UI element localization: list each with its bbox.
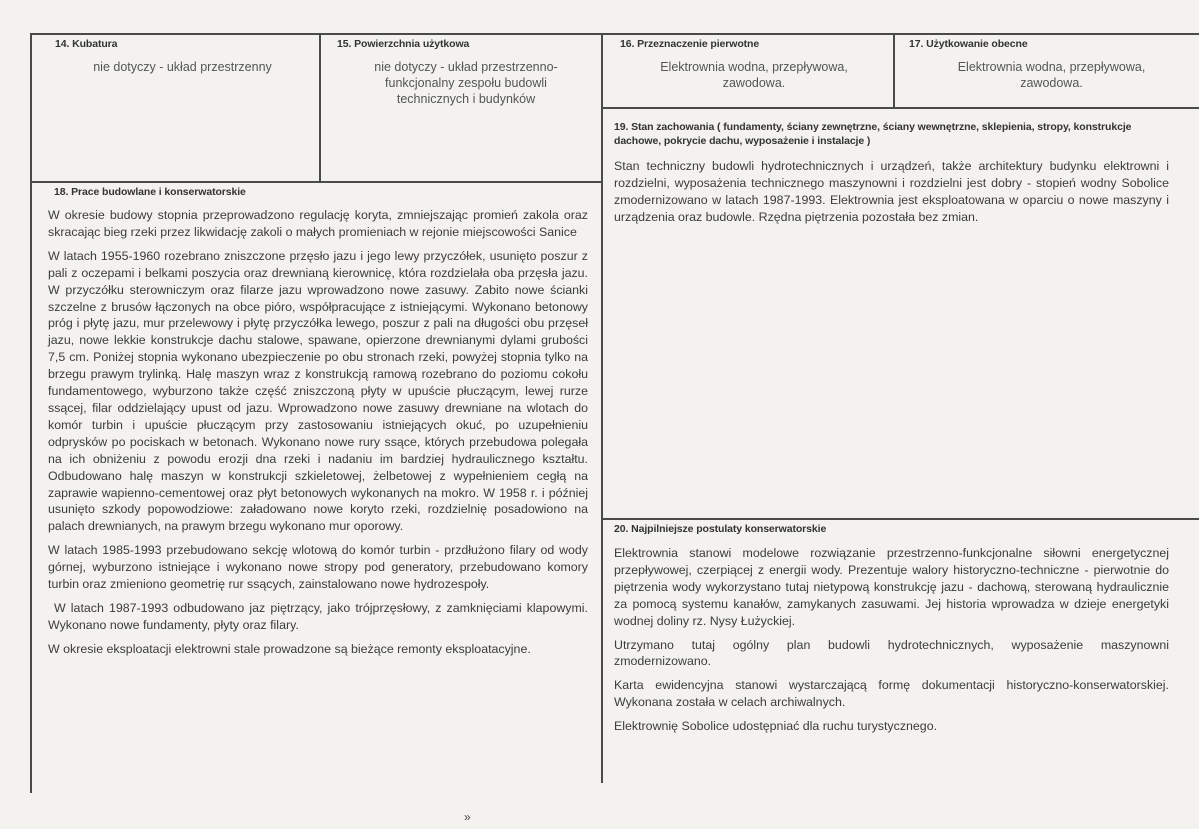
divider-f14-f18 xyxy=(30,181,602,183)
field-18-paragraph: W okresie eksploatacji elektrowni stale prowadzone są bieżące remonty eksploatacyjne. xyxy=(48,641,531,656)
divider-f14-f15 xyxy=(319,33,321,181)
field-18-paragraph: W latach 1955-1960 rozebrano zniszczone przęsło jazu i jego lewy przyczółek, usunięto poszur z pali z oczepami i belkami poszycia oraz drewnianą kierownicę, która rozdzielała oba przęsła jazu. W przyczółku sterowniczym oraz filarze jazu wprowadzono nowe zasuwy. Zabito nowe ścianki szczelne z brusów łączonych na obce pióro, współpracujące z istniejącymi. Wykonano betonowy próg i płytę jazu, mur przelewowy i płytę przyczółka lewego, poszur z pali na długości obu przęseł jazu, nowe lekkie konstrukcje dachu stalowe, spawane, opierzone drewnianymi dylami grubości 7,5 cm. Poniżej stopnia wykonano ubezpieczenie po obu stronach rzeki, powyżej stopnia tylko na brzegu prawym trylinką. Halę maszyn wraz z konstrukcją ramową rozebrano do poziomu cokołu fundamentowego, wyburzono także część zniszczoną płyty w upuście płuczącym, lewej rurze ssącej, filar oddzielający upust od jazu. Wprowadzono nowe zasuwy drewniane na wlotach do komór turbin i upuście płuczącym przy zastosowaniu istniejących okuć, po uzupełnieniu odprysków po pociskach w betonach. Wykonano nowe rury ssące, których przebudowa polegała na ich obniżeniu z powodu erozji dna rzeki i nadaniu im bardziej hydraulicznego kształtu. Odbudowano halę maszyn w konstrukcji szkieletowej, żelbetowej z wypełnieniem cegłą na zaprawie wapienno-cementowej oraz płyt betonowych wykonanych na mokro. W 1958 r. i później usunięto szkody popowodziowe: załadowano nowe koryto rzeki, rozdzielnię posadowiono na palach drewnianych, na prawym brzegu wykonano mur oporowy. xyxy=(48,248,588,534)
field-18-title: 18. Prace budowlane i konserwatorskie xyxy=(54,186,246,198)
field-18-paragraph: W okresie budowy stopnia przeprowadzono regulację koryta, zmniejszając promień zakola oraz skracając bieg rzeki przez likwidację zakoli o małych promieniach w rejonie miejscowości Sanice xyxy=(48,208,588,239)
field-20-paragraph: Utrzymano tutaj ogólny plan budowli hydrotechnicznych, wyposażenie maszynowni zmodernizowano. xyxy=(614,637,1169,669)
top-border xyxy=(30,33,1199,35)
divider-f16-f17 xyxy=(893,33,895,107)
field-20-paragraph: Karta ewidencyjna stanowi wystarczającą formę dokumentacji historyczno-konserwatorskiej. Wykonana została w celach archiwalnych. xyxy=(614,678,1169,710)
left-border xyxy=(30,33,32,793)
field-20-postulaty xyxy=(614,523,1169,742)
divider-f19-f20 xyxy=(602,518,1199,520)
field-14-value: nie dotyczy - układ przestrzenny xyxy=(93,60,272,74)
field-17-uzytkowanie xyxy=(909,38,1194,91)
field-19-title: 19. Stan zachowania ( fundamenty, ściany zewnętrzne, ściany wewnętrzne, sklepienia, stropy, konstrukcje dachowe, pokrycie dachu, wyposażenie i instalacje ) xyxy=(614,121,1132,147)
field-16-title: 16. Przeznaczenie pierwotne xyxy=(620,38,760,50)
field-20-paragraph: Elektrownię Sobolice udostępniać dla ruchu turystycznego. xyxy=(614,719,938,734)
field-18-paragraph: W latach 1987-1993 odbudowano jaz piętrzący, jako trójprzęsłowy, z zamknięciami klapowymi. Wykonano nowe fundamenty, płyty oraz filary. xyxy=(48,600,588,632)
field-17-value: Elektrownia wodna, przepływowa, zawodowa. xyxy=(957,60,1146,90)
field-14-kubatura xyxy=(55,38,310,75)
field-20-title: 20. Najpilniejsze postulaty konserwatorskie xyxy=(614,523,827,535)
field-15-powierzchnia xyxy=(337,38,595,107)
field-18-prace xyxy=(48,186,588,665)
field-15-value: nie dotyczy - układ przestrzenno-funkcjonalny zespołu budowli technicznych i budynków xyxy=(374,60,558,106)
field-19-stan-zachowania xyxy=(614,120,1169,233)
field-18-paragraph: W latach 1985-1993 przebudowano sekcję wlotową do komór turbin - przdłużono filary od wody górnej, wyburzono istniejące i wykonano nowe stropy pod generatory, przebudowano komory turbin oraz zmieniono geometrię rur ssących, zainstalowano nowe hydrozespoły. xyxy=(48,543,588,592)
footer-mark: » xyxy=(464,810,471,824)
field-19-paragraph: Stan techniczny budowli hydrotechnicznych i urządzeń, także architektury budynku elektrowni i rozdzielni, wyposażenia technicznego maszynowni i rozdzielni jest dobry - stopień wodny Sobolice zmodernizowano w latach 1987-1993. Elektrownia jest eksploatowana w oparciu o nowe maszyny i urządzenia oraz budowle. Rzędna piętrzenia pozostała bez zmian. xyxy=(614,159,1169,224)
field-17-title: 17. Użytkowanie obecne xyxy=(909,38,1028,50)
divider-f16-f19 xyxy=(602,107,1199,109)
field-15-title: 15. Powierzchnia użytkowa xyxy=(337,38,470,50)
field-20-paragraph: Elektrownia stanowi modelowe rozwiązanie przestrzenno-funkcjonalne siłowni energetycznej przepływowej, czerpiącej z energii wody. Prezentuje walory historyczno-techniczne - pierwotnie do piętrzenia wody wykorzystano tutaj nietypową konstrukcję jazu - dachową, sterowaną hydraulicznie za pomocą systemu kanałów, zamykanych zasuwami. Jej historia wprowadza w dzieje energetyki wodnej doliny rz. Nysy Łużyckiej. xyxy=(614,546,1169,628)
center-divider xyxy=(601,33,603,783)
field-16-value: Elektrownia wodna, przepływowa, zawodowa. xyxy=(660,60,848,90)
field-16-przeznaczenie xyxy=(620,38,888,91)
field-14-title: 14. Kubatura xyxy=(55,38,118,50)
